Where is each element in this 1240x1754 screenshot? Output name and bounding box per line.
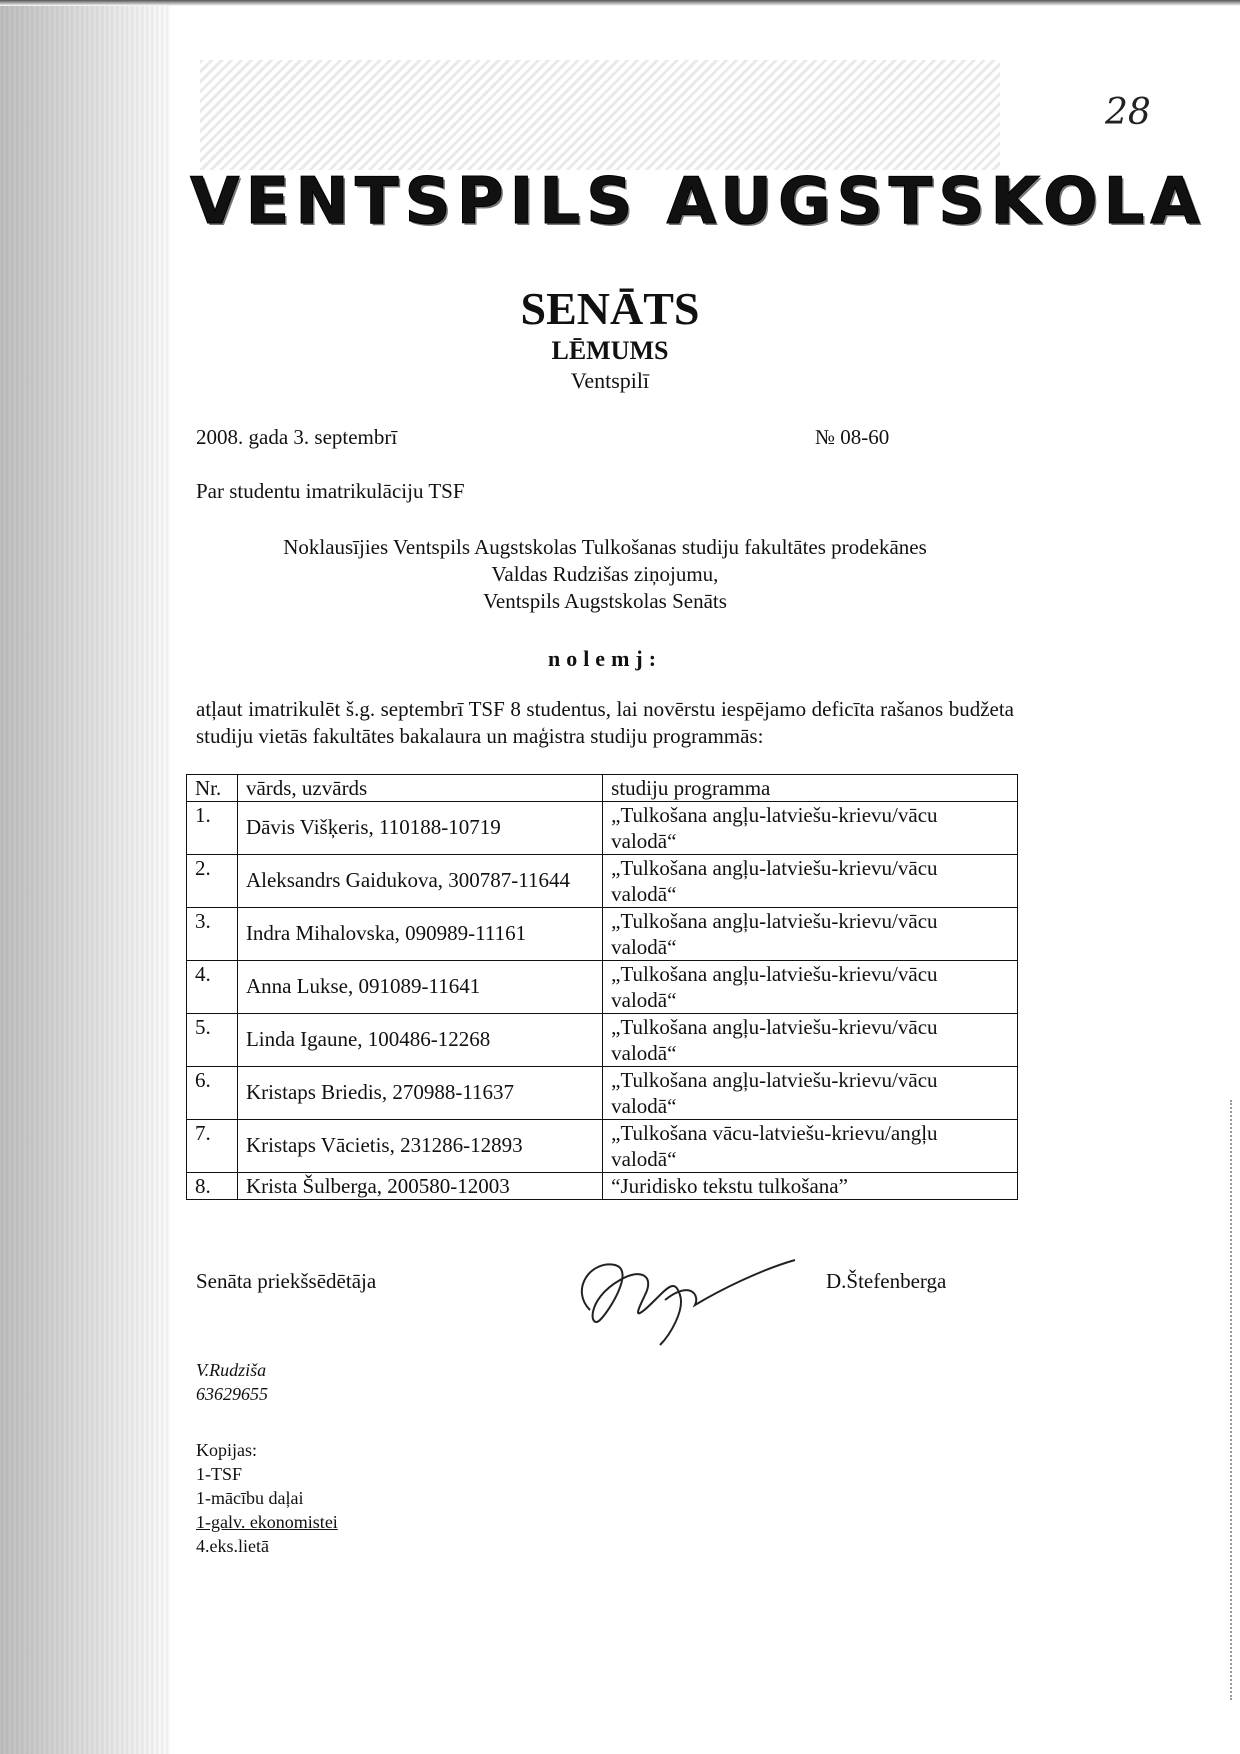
table-row — [187, 1014, 1018, 1067]
study-program — [603, 908, 1018, 961]
table-row — [187, 908, 1018, 961]
student-name: Dāvis Višķeris, 110188-10719 — [237, 802, 602, 855]
student-name: Linda Igaune, 100486-12268 — [237, 1014, 602, 1067]
copies-item: 4.eks.lietā — [196, 1536, 269, 1556]
program-line: valodā“ — [611, 1147, 677, 1171]
program-line: “Juridisko tekstu tulkošana” — [611, 1174, 848, 1198]
document-date: 2008. gada 3. septembrī — [196, 425, 398, 449]
logo-text: VENTSPILS AUGSTSKOLA — [190, 165, 1206, 239]
program-line: „Tulkošana angļu-latviešu-krievu/vācu — [611, 1068, 938, 1092]
row-number: 3. — [187, 908, 238, 961]
table-header: studiju programma — [603, 775, 1018, 802]
copies-item: 1-TSF — [196, 1464, 243, 1484]
document-place: Ventspilī — [570, 368, 650, 393]
copies-item: 1-galv. ekonomistei — [196, 1512, 338, 1532]
document-type: LĒMUMS — [551, 336, 669, 365]
copies-title: Kopijas: — [196, 1440, 257, 1460]
scan-mark-right — [1228, 1100, 1232, 1700]
table-row — [187, 855, 1018, 908]
logo-building-graphic — [200, 60, 1000, 170]
intro-line: Noklausījies Ventspils Augstskolas Tulkošanas studiju fakultātes prodekānes — [283, 535, 927, 559]
handwritten-page-mark: 28 — [1105, 92, 1151, 133]
table-header: Nr. — [187, 775, 238, 802]
study-program — [603, 802, 1018, 855]
scan-shadow-left — [0, 0, 170, 1754]
intro-line: Valdas Rudzišas ziņojumu, — [491, 562, 719, 586]
row-number: 1. — [187, 802, 238, 855]
students-table — [186, 774, 1018, 1200]
signatory-role: Senāta priekšsēdētāja — [196, 1269, 377, 1293]
program-line: „Tulkošana angļu-latviešu-krievu/vācu — [611, 1015, 938, 1039]
decision-word: nolemj: — [547, 646, 663, 671]
scan-shadow-top — [0, 0, 1240, 6]
table-row — [187, 802, 1018, 855]
table-row — [187, 1067, 1018, 1120]
student-name: Krista Šulberga, 200580-12003 — [237, 1173, 602, 1200]
table-row — [187, 1120, 1018, 1173]
student-name: Aleksandrs Gaidukova, 300787-11644 — [237, 855, 602, 908]
study-program — [603, 1120, 1018, 1173]
study-program — [603, 1067, 1018, 1120]
copies-block — [196, 1438, 338, 1558]
program-line: valodā“ — [611, 1041, 677, 1065]
program-line: valodā“ — [611, 1094, 677, 1118]
program-line: „Tulkošana angļu-latviešu-krievu/vācu — [611, 856, 938, 880]
document-number: № 08-60 — [815, 425, 890, 449]
document-subject: Par studentu imatrikulāciju TSF — [196, 479, 465, 503]
row-number: 4. — [187, 961, 238, 1014]
row-number: 6. — [187, 1067, 238, 1120]
row-number: 5. — [187, 1014, 238, 1067]
program-line: valodā“ — [611, 829, 677, 853]
table-header: vārds, uzvārds — [237, 775, 602, 802]
table-header-row — [187, 775, 1018, 802]
document-title: SENĀTS — [520, 283, 700, 334]
program-line: „Tulkošana angļu-latviešu-krievu/vācu — [611, 909, 938, 933]
handwritten-signature — [560, 1240, 800, 1350]
study-program — [603, 961, 1018, 1014]
study-program — [603, 855, 1018, 908]
study-program — [603, 1014, 1018, 1067]
program-line: „Tulkošana vācu-latviešu-krievu/angļu — [611, 1121, 938, 1145]
student-name: Indra Mihalovska, 090989-11161 — [237, 908, 602, 961]
intro-line: Ventspils Augstskolas Senāts — [483, 589, 727, 613]
study-program — [603, 1173, 1018, 1200]
decision-body: atļaut imatrikulēt š.g. septembrī TSF 8 studentus, lai novērstu iespējamo deficīta rašanos budžeta studiju vietās fakultātes bakalaura un maģistra studiju programmās: — [196, 697, 1014, 748]
copies-item: 1-mācību daļai — [196, 1488, 304, 1508]
table-row — [187, 1173, 1018, 1200]
program-line: „Tulkošana angļu-latviešu-krievu/vācu — [611, 803, 938, 827]
author-phone: 63629655 — [196, 1384, 268, 1404]
student-name: Anna Lukse, 091089-11641 — [237, 961, 602, 1014]
author-name: V.Rudziša — [196, 1360, 267, 1380]
row-number: 2. — [187, 855, 238, 908]
signatory-name: D.Štefenberga — [826, 1269, 947, 1293]
student-name: Kristaps Briedis, 270988-11637 — [237, 1067, 602, 1120]
program-line: valodā“ — [611, 935, 677, 959]
program-line: „Tulkošana angļu-latviešu-krievu/vācu — [611, 962, 938, 986]
author-block — [196, 1358, 268, 1406]
table-row — [187, 961, 1018, 1014]
row-number: 8. — [187, 1173, 238, 1200]
intro-paragraph — [196, 534, 1014, 615]
program-line: valodā“ — [611, 988, 677, 1012]
row-number: 7. — [187, 1120, 238, 1173]
program-line: valodā“ — [611, 882, 677, 906]
student-name: Kristaps Vācietis, 231286-12893 — [237, 1120, 602, 1173]
